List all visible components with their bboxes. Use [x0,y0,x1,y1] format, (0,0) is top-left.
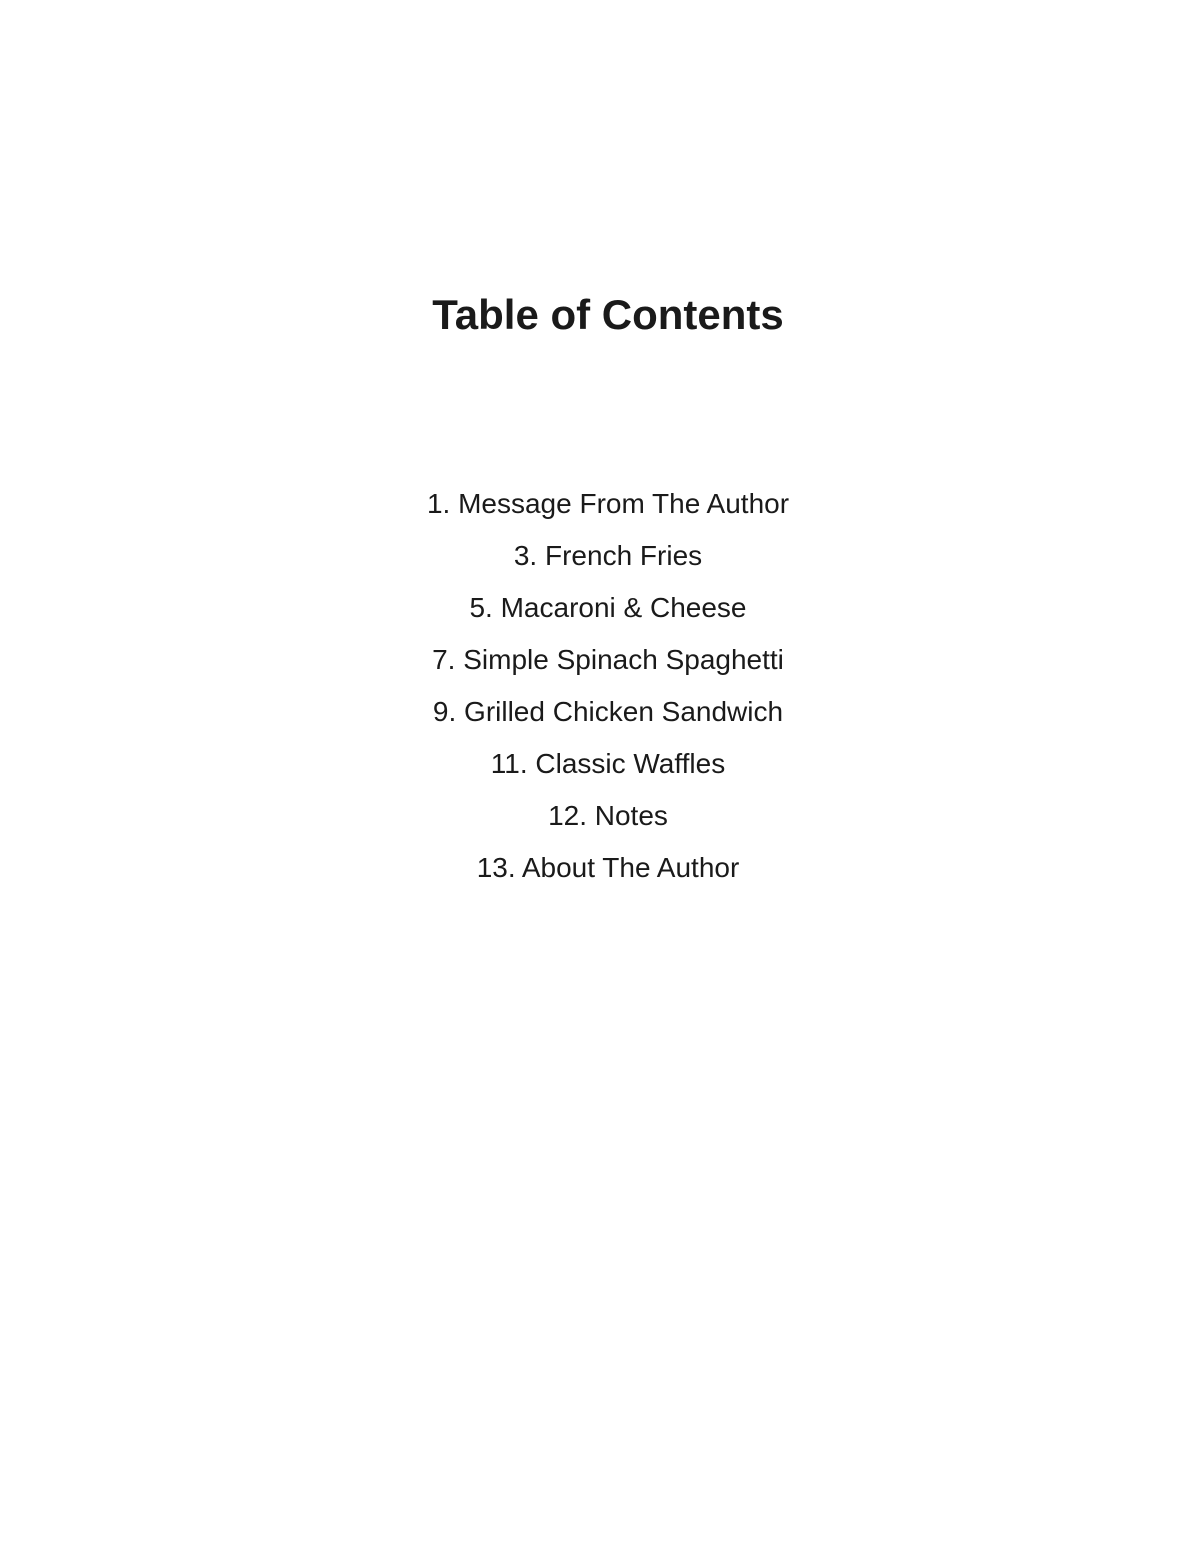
toc-item: 1. Message From The Author [426,488,790,519]
page-content [8,0,1200,894]
toc-item: 13. About The Author [476,852,740,883]
toc-item: 5. Macaroni & Cheese [469,592,747,623]
toc-item: 9. Grilled Chicken Sandwich [432,696,784,727]
toc-item: 11. Classic Waffles [490,748,726,779]
toc-list [8,478,1200,894]
toc-item: 12. Notes [548,800,668,831]
toc-item: 7. Simple Spinach Spaghetti [432,644,784,675]
toc-item: 3. French Fries [513,540,703,571]
page-title: Table of Contents [432,291,784,338]
